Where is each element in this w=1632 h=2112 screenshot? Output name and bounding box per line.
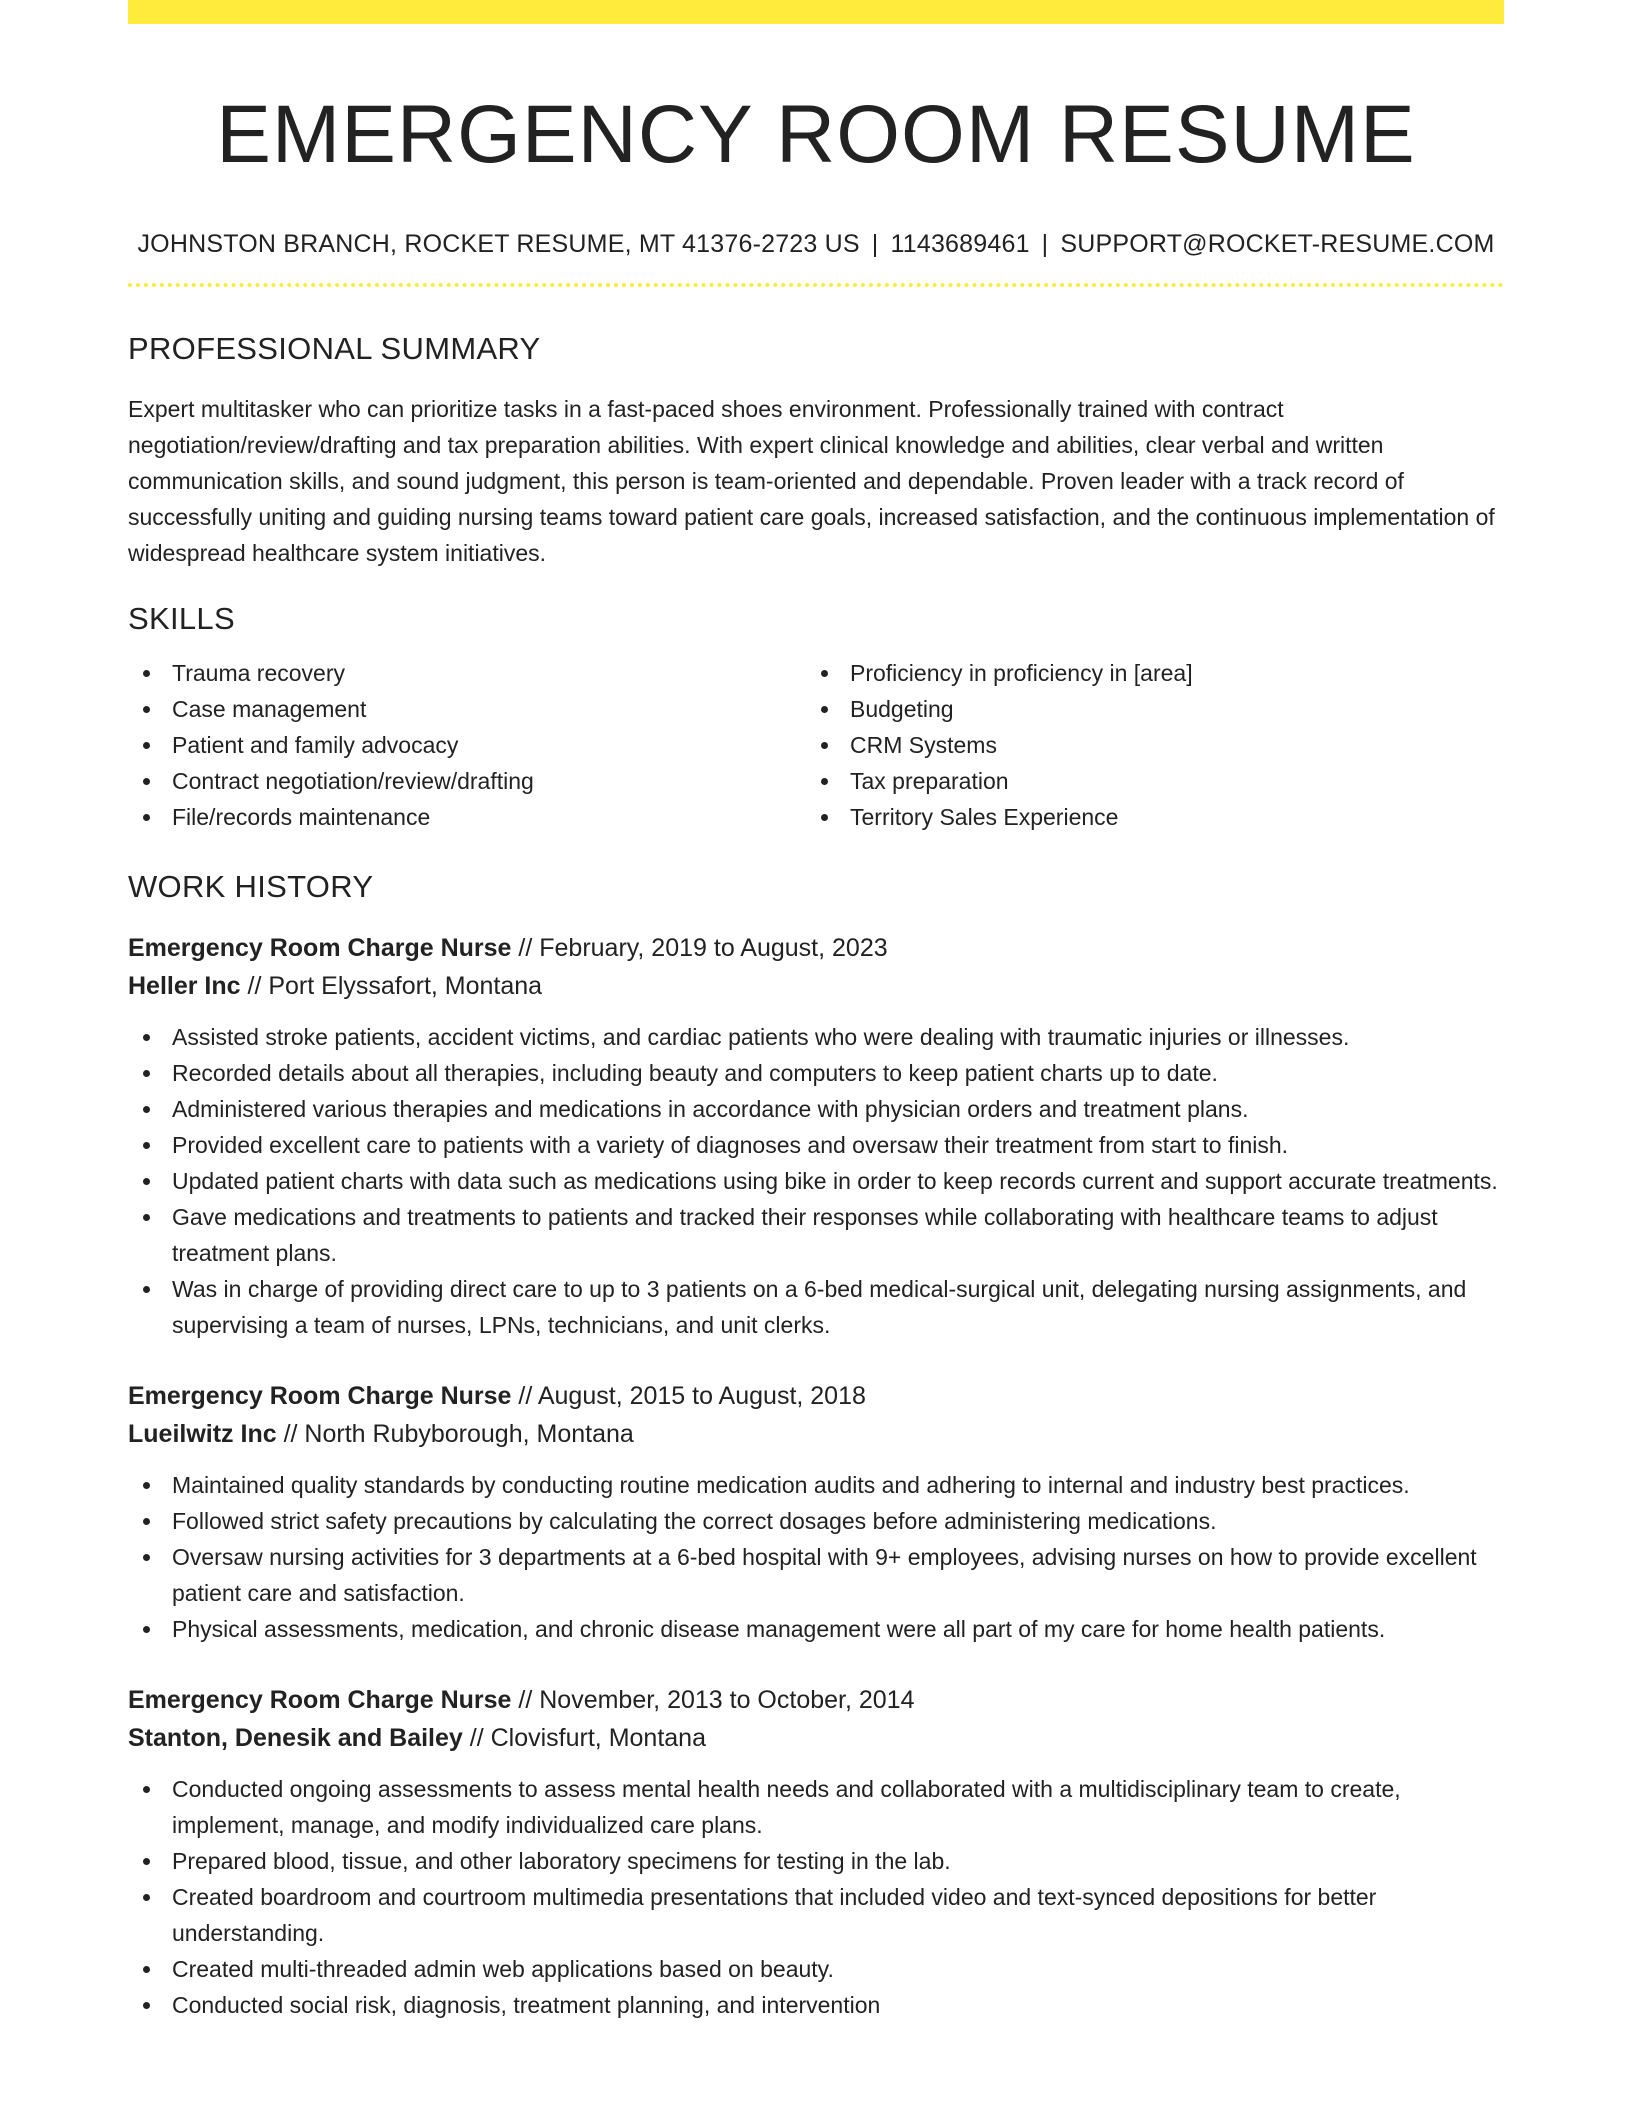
job-dates: // February, 2019 to August, 2023	[511, 934, 888, 963]
skill-item: File/records maintenance	[128, 799, 806, 835]
skill-item: CRM Systems	[806, 727, 1484, 763]
duty-item: Conducted social risk, diagnosis, treatment planning, and intervention	[128, 1987, 1504, 2023]
skill-item: Territory Sales Experience	[806, 799, 1484, 835]
skill-item: Contract negotiation/review/drafting	[128, 763, 806, 799]
skills-list	[128, 655, 1504, 835]
skill-item: Tax preparation	[806, 763, 1484, 799]
skill-item: Patient and family advocacy	[128, 727, 806, 763]
job-company: Heller Inc	[128, 972, 241, 1001]
contact-separator: |	[871, 230, 879, 259]
duty-item: Recorded details about all therapies, including beauty and computers to keep patient charts up to date.	[128, 1055, 1504, 1091]
job-duties	[128, 1771, 1504, 2023]
job-duties	[128, 1467, 1504, 1647]
job-company-line	[128, 1415, 1504, 1453]
duty-item: Followed strict safety precautions by calculating the correct dosages before administering medications.	[128, 1503, 1504, 1539]
duty-item: Was in charge of providing direct care to up to 3 patients on a 6-bed medical-surgical unit, delegating nursing assignments, and supervising a team of nurses, LPNs, technicians, and unit clerks.	[128, 1271, 1504, 1343]
duty-item: Gave medications and treatments to patients and tracked their responses while collaborating with healthcare teams to adjust treatment plans.	[128, 1199, 1504, 1271]
job-duties	[128, 1019, 1504, 1343]
contact-line	[128, 230, 1504, 259]
work-history-heading: WORK HISTORY	[128, 869, 374, 905]
job-company: Lueilwitz Inc	[128, 1420, 277, 1449]
skill-item: Budgeting	[806, 691, 1484, 727]
job-dates: // November, 2013 to October, 2014	[511, 1686, 915, 1715]
job-position: Emergency Room Charge Nurse	[128, 1382, 512, 1411]
duty-item: Prepared blood, tissue, and other laboratory specimens for testing in the lab.	[128, 1843, 1504, 1879]
job-dates: // August, 2015 to August, 2018	[511, 1382, 866, 1411]
job-location: // Clovisfurt, Montana	[462, 1724, 706, 1753]
job-title-line	[128, 1377, 1504, 1415]
job-entry	[128, 929, 1504, 1343]
job-entry	[128, 1377, 1504, 1647]
duty-item: Maintained quality standards by conducting routine medication audits and adhering to internal and industry best practices.	[128, 1467, 1504, 1503]
job-company-line	[128, 1719, 1504, 1757]
job-company: Stanton, Denesik and Bailey	[128, 1724, 463, 1753]
duty-item: Assisted stroke patients, accident victims, and cardiac patients who were dealing with traumatic injuries or illnesses.	[128, 1019, 1504, 1055]
accent-bar	[128, 0, 1504, 24]
job-title-line	[128, 1681, 1504, 1719]
duty-item: Conducted ongoing assessments to assess mental health needs and collaborated with a multidisciplinary team to create, implement, manage, and modify individualized care plans.	[128, 1771, 1504, 1843]
duty-item: Physical assessments, medication, and chronic disease management were all part of my care for home health patients.	[128, 1611, 1504, 1647]
skills-heading: SKILLS	[128, 601, 235, 637]
skill-item: Case management	[128, 691, 806, 727]
duty-item: Administered various therapies and medications in accordance with physician orders and treatment plans.	[128, 1091, 1504, 1127]
job-location: // North Rubyborough, Montana	[276, 1420, 634, 1449]
duty-item: Created boardroom and courtroom multimedia presentations that included video and text-synced depositions for better understanding.	[128, 1879, 1504, 1951]
skill-item: Proficiency in proficiency in [area]	[806, 655, 1484, 691]
job-position: Emergency Room Charge Nurse	[128, 1686, 512, 1715]
duty-item: Provided excellent care to patients with a variety of diagnoses and oversaw their treatment from start to finish.	[128, 1127, 1504, 1163]
job-entry	[128, 1681, 1504, 2023]
resume-page	[128, 0, 1504, 2023]
contact-separator: |	[1041, 230, 1049, 259]
job-company-line	[128, 967, 1504, 1005]
resume-title: EMERGENCY ROOM RESUME	[216, 89, 1416, 180]
summary-text: Expert multitasker who can prioritize tasks in a fast-paced shoes environment. Professionally trained with contract negotiation/review/drafting and tax preparation abilities. With expert clinical knowledge and abilities, clear verbal and written communication skills, and sound judgment, this person is team-oriented and dependable. Proven leader with a track record of successfully uniting and guiding nursing teams toward patient care goals, increased satisfaction, and the continuous implementation of widespread healthcare system initiatives.	[128, 396, 1495, 567]
summary-heading: PROFESSIONAL SUMMARY	[128, 331, 541, 367]
job-title-line	[128, 929, 1504, 967]
skills-column-right	[806, 655, 1484, 835]
skills-column-left	[128, 655, 806, 835]
duty-item: Updated patient charts with data such as medications using bike in order to keep records current and support accurate treatments.	[128, 1163, 1504, 1199]
dotted-divider	[128, 283, 1504, 287]
job-position: Emergency Room Charge Nurse	[128, 934, 512, 963]
skill-item: Trauma recovery	[128, 655, 806, 691]
email-address: SUPPORT@ROCKET-RESUME.COM	[1060, 230, 1495, 259]
phone-number: 1143689461	[890, 230, 1030, 259]
job-location: // Port Elyssafort, Montana	[240, 972, 543, 1001]
duty-item: Oversaw nursing activities for 3 departments at a 6-bed hospital with 9+ employees, advising nurses on how to provide excellent patient care and satisfaction.	[128, 1539, 1504, 1611]
address: JOHNSTON BRANCH, ROCKET RESUME, MT 41376-2723 US	[137, 230, 860, 259]
duty-item: Created multi-threaded admin web applications based on beauty.	[128, 1951, 1504, 1987]
